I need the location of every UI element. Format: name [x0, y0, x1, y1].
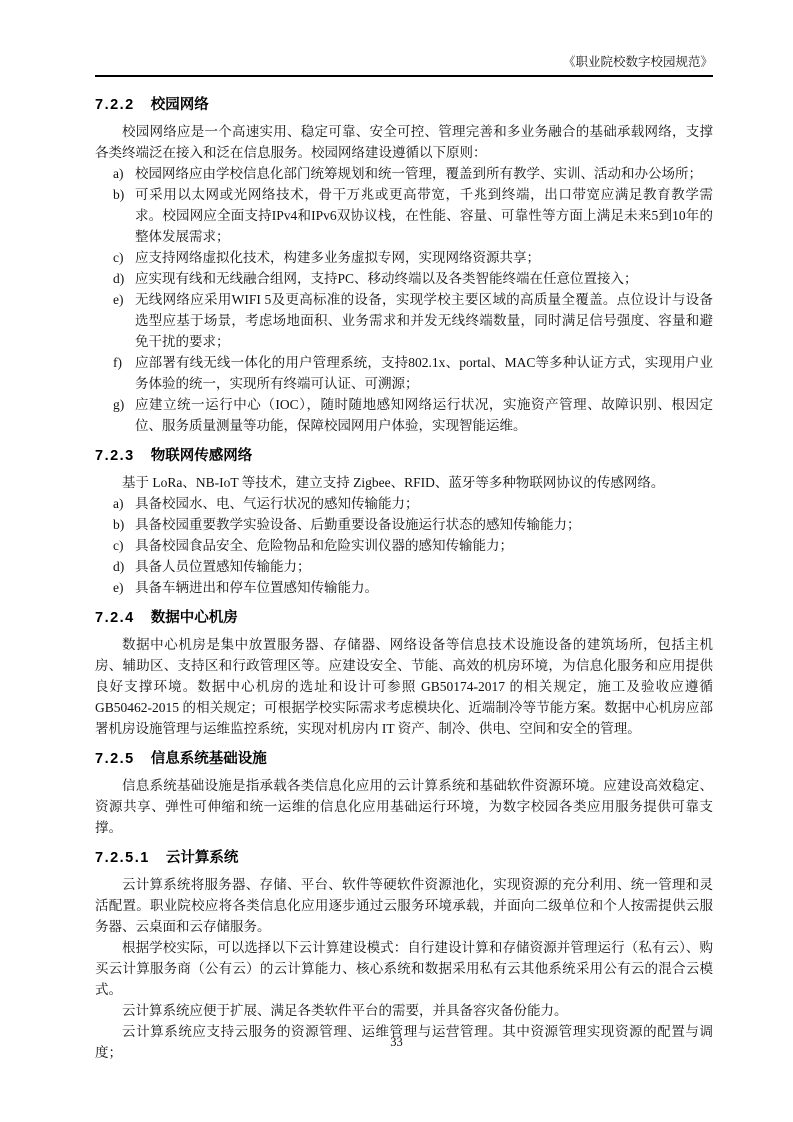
list-item-text: 具备校园水、电、气运行状况的感知传输能力； — [135, 496, 419, 511]
section-title: 数据中心机房 — [150, 610, 238, 626]
list-item — [113, 163, 713, 184]
list-marker: c) — [113, 538, 124, 553]
page-number: 33 — [390, 1035, 403, 1049]
list-marker: d) — [113, 559, 125, 574]
list-item — [113, 247, 713, 268]
list-item — [113, 394, 713, 436]
section-number: 7.2.3 — [95, 448, 135, 464]
section-number: 7.2.5 — [95, 751, 135, 767]
list-item-text: 应支持网络虚拟化技术，构建多业务虚拟专网，实现网络资源共享； — [135, 250, 540, 265]
body-paragraph: 云计算系统应支持云服务的资源管理、运维管理与运营管理。其中资源管理实现资源的配置与调度； — [95, 1024, 713, 1060]
list-item — [113, 535, 713, 556]
section-number: 7.2.2 — [95, 97, 135, 113]
list-item — [113, 352, 713, 394]
list-item — [113, 514, 713, 535]
list-item — [113, 184, 713, 247]
body-paragraph: 根据学校实际，可以选择以下云计算建设模式：自行建设计算和存储资源并管理运行（私有云）、购买云计算服务商（公有云）的云计算能力、核心系统和数据采用私有云其他系统采用公有云的混合云模式。 — [95, 940, 713, 997]
list-marker: a) — [113, 166, 124, 181]
list-item-text: 应实现有线和无线融合组网，支持PC、移动终端以及各类智能终端在任意位置接入； — [135, 271, 638, 286]
list-item — [113, 493, 713, 514]
list-item-text: 应建立统一运行中心（IOC），随时随地感知网络运行状况，实施资产管理、故障识别、根因定位、服务质量测量等功能，保障校园网用户体验，实现智能运维。 — [135, 397, 713, 433]
section-heading-7-2-3 — [95, 446, 713, 466]
section-title: 信息系统基础设施 — [150, 751, 267, 767]
list-item-text: 具备校园重要教学实验设备、后勤重要设备设施运行状态的感知传输能力； — [135, 517, 581, 532]
body-paragraph: 云计算系统应便于扩展、满足各类软件平台的需要，并具备容灾备份能力。 — [122, 1003, 568, 1018]
section-heading-7-2-5-1 — [95, 848, 713, 868]
list-marker: e) — [113, 580, 124, 595]
section-intro-paragraph: 校园网络应是一个高速实用、稳定可靠、安全可控、管理完善和多业务融合的基础承载网络，支撑各类终端泛在接入和泛在信息服务。校园网络建设遵循以下原则： — [95, 124, 713, 160]
list-item-text: 无线网络应采用WIFI 5及更高标准的设备，实现学校主要区域的高质量全覆盖。点位设计与设备选型应基于场景，考虑场地面积、业务需求和并发无线终端数量，同时满足信号强度、容量和避免干扰的要求； — [135, 292, 713, 349]
list-marker: d) — [113, 271, 125, 286]
list-item-text: 可采用以太网或光网络技术，骨干万兆或更高带宽，千兆到终端，出口带宽应满足教育教学需求。校园网应全面支持IPv4和IPv6双协议栈，在性能、容量、可靠性等方面上满足未来5到10年的整体发展需求； — [135, 187, 713, 244]
section-number: 7.2.4 — [95, 610, 135, 626]
section-heading-7-2-5 — [95, 749, 713, 769]
section-title: 云计算系统 — [165, 850, 239, 866]
running-title: 《职业院校数字校园规范》 — [562, 55, 713, 69]
list-item — [113, 577, 713, 598]
list-item — [113, 268, 713, 289]
list-marker: a) — [113, 496, 124, 511]
list-item-text: 应部署有线无线一体化的用户管理系统，支持802.1x、portal、MAC等多种认证方式，实现用户业务体验的统一，实现所有终端可认证、可溯源； — [135, 355, 713, 391]
list-item — [113, 289, 713, 352]
ordered-list — [113, 163, 713, 436]
section-heading-7-2-2 — [95, 95, 713, 115]
body-paragraph: 云计算系统将服务器、存储、平台、软件等硬软件资源池化，实现资源的充分利用、统一管理和灵活配置。职业院校应将各类信息化应用逐步通过云服务环境承载，并面向二级单位和个人按需提供云服务器、云桌面和云存储服务。 — [95, 877, 713, 934]
section-intro-paragraph: 基于 LoRa、NB-IoT 等技术，建立支持 Zigbee、RFID、蓝牙等多种物联网协议的传感网络。 — [122, 475, 665, 490]
list-marker: f) — [113, 355, 122, 370]
list-item-text: 具备校园食品安全、危险物品和危险实训仪器的感知传输能力； — [135, 538, 513, 553]
section-title: 物联网传感网络 — [150, 448, 253, 464]
ordered-list — [113, 493, 713, 598]
section-heading-7-2-4 — [95, 608, 713, 628]
page-header — [95, 54, 713, 75]
list-item-text: 具备人员位置感知传输能力； — [135, 559, 311, 574]
list-marker: c) — [113, 250, 124, 265]
list-item — [113, 556, 713, 577]
list-item-text: 具备车辆进出和停车位置感知传输能力。 — [135, 580, 378, 595]
section-title: 校园网络 — [150, 97, 209, 113]
list-item-text: 校园网络应由学校信息化部门统筹规划和统一管理，覆盖到所有教学、实训、活动和办公场所； — [135, 166, 702, 181]
list-marker: b) — [113, 517, 125, 532]
section-number: 7.2.5.1 — [95, 850, 150, 866]
list-marker: e) — [113, 292, 124, 307]
page-footer — [0, 1035, 793, 1050]
body-paragraph: 数据中心机房是集中放置服务器、存储器、网络设备等信息技术设施设备的建筑场所，包括主机房、辅助区、支持区和行政管理区等。应建设安全、节能、高效的机房环境，为信息化服务和应用提供良好支撑环境。数据中心机房的选址和设计可参照 GB50174-2017 的相关规定，施工及验收应遵循GB50462-2015 的相关规定；可根据学校实际需求考虑模块化、近端制冷等节能方案。数据中心机房应部署机房设施管理与运维监控系统，实现对机房内 IT 资产、制冷、供电、空间和安全的管理。 — [95, 637, 713, 736]
body-paragraph: 信息系统基础设施是指承载各类信息化应用的云计算系统和基础软件资源环境。应建设高效稳定、资源共享、弹性可伸缩和统一运维的信息化应用基础运行环境，为数字校园各类应用服务提供可靠支撑。 — [95, 778, 713, 835]
list-marker: g) — [113, 397, 125, 412]
list-marker: b) — [113, 187, 125, 202]
header-rule — [95, 75, 713, 77]
